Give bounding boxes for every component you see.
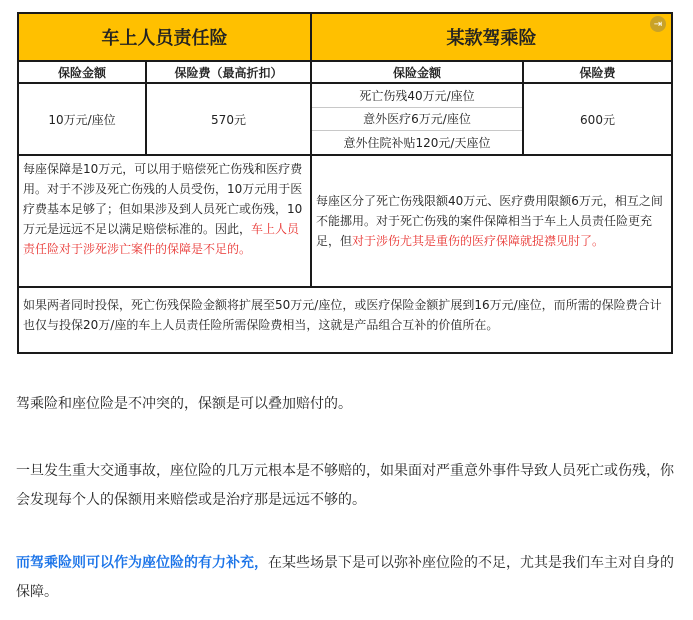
column-divider — [145, 60, 147, 156]
right-amount-header: 保险金额 — [392, 65, 441, 80]
column-divider — [522, 60, 524, 156]
insurance-comparison-table — [17, 12, 673, 354]
left-description-text: 每座保障是10万元，可以用于赔偿死亡伤残和医疗费用。对于不涉及死亡伤残的人员受伤，10万元用于医疗费基本足够了；但如果涉及到人员死亡或伤残，10万元是远远不足以满足赔偿标准的。因此， — [23, 162, 303, 236]
article-paragraph: 一旦发生重大交通事故，座位险的几万元根本是不够赔的，如果面对严重意外事件导致人员死亡或伤残，你会发现每个人的保额用来赔偿或是治疗那是远远不够的。 — [16, 463, 674, 508]
article-paragraph-text: 在某些场景下是可以弥补座位险的不足，尤其是我们车主对自身的保障。 — [16, 555, 674, 600]
table-footer-note: 如果两者同时投保，死亡伤残保险金额将扩展至50万元/座位，或医疗保险金额扩展到16万元/座位，而所需的保险费合计也仅与投保20万/座的车上人员责任险所需保险费相当，这就是产品组合互补的价值所在。 — [23, 298, 662, 332]
right-premium-header: 保险费 — [579, 65, 616, 80]
right-description-warning: 对于涉伤尤其是重伤的医疗保障就捉襟见肘了。 — [352, 234, 605, 248]
left-description — [19, 156, 310, 286]
left-premium-value: 570元 — [211, 112, 246, 127]
left-premium-header: 保险费（最高折扣） — [174, 65, 283, 80]
right-product-title: 某款驾乘险 — [312, 14, 671, 60]
column-divider — [310, 14, 312, 286]
right-amount-item: 意外住院补贴120元/天座位 — [343, 135, 491, 150]
article-paragraph — [16, 549, 676, 607]
left-product-title: 车上人员责任险 — [19, 14, 310, 60]
right-description — [312, 156, 671, 286]
row-divider — [19, 286, 671, 288]
left-amount-header: 保险金额 — [57, 65, 106, 80]
right-premium-value: 600元 — [580, 112, 615, 127]
row-divider — [19, 60, 671, 62]
row-divider — [19, 154, 671, 156]
item-divider — [312, 130, 522, 131]
row-divider — [19, 82, 671, 84]
right-description-text: 每座区分了死亡伤残限额40万元、医疗费用限额6万元，相互之间不能挪用。对于死亡伤残的案件保障相当于车上人员责任险更充足，但 — [316, 194, 663, 248]
article-highlight: 而驾乘险则可以作为座位险的有力补充， — [16, 555, 268, 571]
article-paragraph: 驾乘险和座位险是不冲突的，保额是可以叠加赔付的。 — [16, 396, 352, 412]
exit-icon[interactable]: ⇥ — [650, 16, 666, 32]
right-amount-item: 死亡伤残40万元/座位 — [359, 89, 475, 103]
item-divider — [312, 107, 522, 108]
left-description-warning: 车上人员责任险对于涉死涉亡案件的保障是不足的。 — [23, 222, 300, 256]
left-amount-value: 10万元/座位 — [48, 112, 116, 127]
right-amount-item: 意外医疗6万元/座位 — [363, 112, 471, 126]
